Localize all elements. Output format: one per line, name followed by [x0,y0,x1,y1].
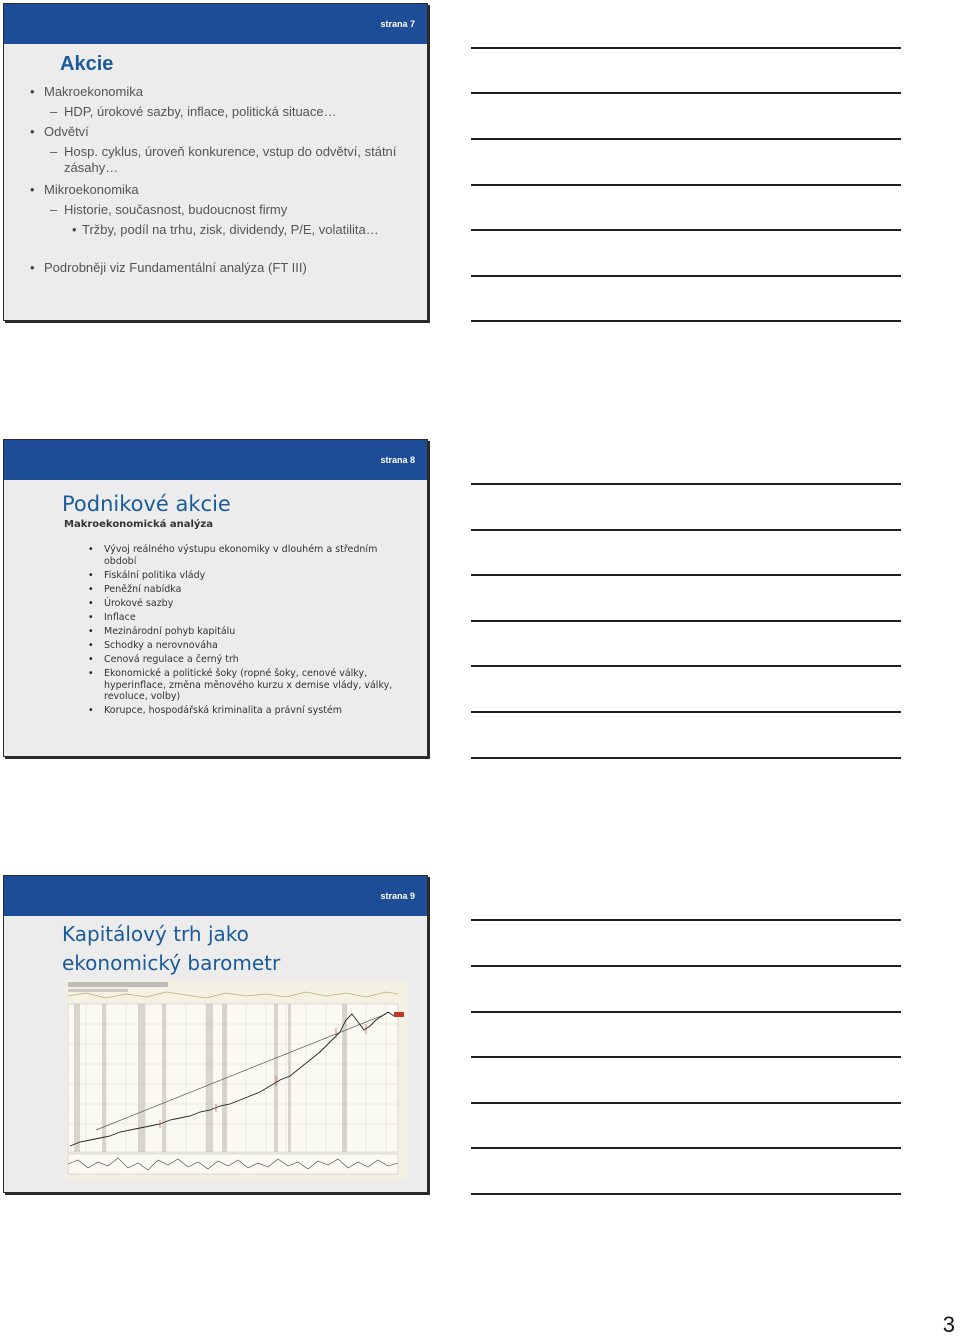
bullet-list [104,544,404,719]
bullet-item: • Makroekonomika [44,84,407,100]
note-line [471,1056,901,1058]
slide-number: strana 8 [380,455,415,465]
note-line [471,92,901,94]
bullet-item: – Historie, současnost, budoucnost firmy [44,202,407,218]
bullet-item: • Mikroekonomika [44,182,407,198]
slide-7 [3,3,428,321]
note-line [471,757,901,759]
bullet-item: • Cenová regulace a černý trh [104,654,404,666]
bullet-item: • Fiskální politika vlády [104,570,404,582]
bullet-item: • Vývoj reálného výstupu ekonomiky v dlouhém a středním období [104,544,404,567]
bullet-item: • Ekonomické a politické šoky (ropné šoky, cenové války, hyperinflace, změna měnového kurzu x demise vlády, války, revoluce, volby) [104,668,404,703]
note-line [471,711,901,713]
bullet-item: • Úrokové sazby [104,598,404,610]
note-line [471,919,901,921]
slide-header [4,4,427,44]
note-line [471,47,901,49]
slide-number: strana 9 [380,891,415,901]
market-chart-image [66,980,408,1180]
note-line [471,275,901,277]
note-line [471,320,901,322]
bullet-item: • Odvětví [44,124,407,140]
note-line [471,529,901,531]
slide-title-line: Kapitálový trh jako [62,922,249,946]
bullet-item: • Schodky a nerovnováha [104,640,404,652]
note-line [471,184,901,186]
slide-title-line: ekonomický barometr [62,951,281,975]
bullet-item: – Hosp. cyklus, úroveň konkurence, vstup do odvětví, státní zásahy… [44,144,407,176]
bullet-item: • Inflace [104,612,404,624]
note-line [471,665,901,667]
bullet-item: • Podrobněji viz Fundamentální analýza (FT III) [44,260,407,276]
note-line [471,1011,901,1013]
slide-number: strana 7 [380,19,415,29]
bullet-item: • Mezinárodní pohyb kapitálu [104,626,404,638]
slide-header [4,876,427,916]
bullet-list [44,84,407,280]
note-line [471,229,901,231]
bullet-item: • Korupce, hospodářská kriminalita a právní systém [104,705,404,717]
slide-subtitle: Makroekonomická analýza [64,519,213,530]
note-line [471,483,901,485]
page-number: 3 [942,1312,955,1337]
slide-header [4,440,427,480]
slide-title: Podnikové akcie [62,492,231,516]
bullet-item: • Tržby, podíl na trhu, zisk, dividendy, P/E, volatilita… [44,222,407,238]
slide-8 [3,439,428,757]
note-line [471,1102,901,1104]
slide-title [62,920,280,978]
note-line [471,138,901,140]
slide-title: Akcie [60,53,114,75]
slide-9 [3,875,428,1193]
note-line [471,1147,901,1149]
market-chart-graphic [66,980,408,1180]
note-line [471,574,901,576]
note-line [471,965,901,967]
bullet-item: • Peněžní nabídka [104,584,404,596]
note-line [471,1193,901,1195]
bullet-item: – HDP, úrokové sazby, inflace, politická situace… [44,104,407,120]
note-line [471,620,901,622]
